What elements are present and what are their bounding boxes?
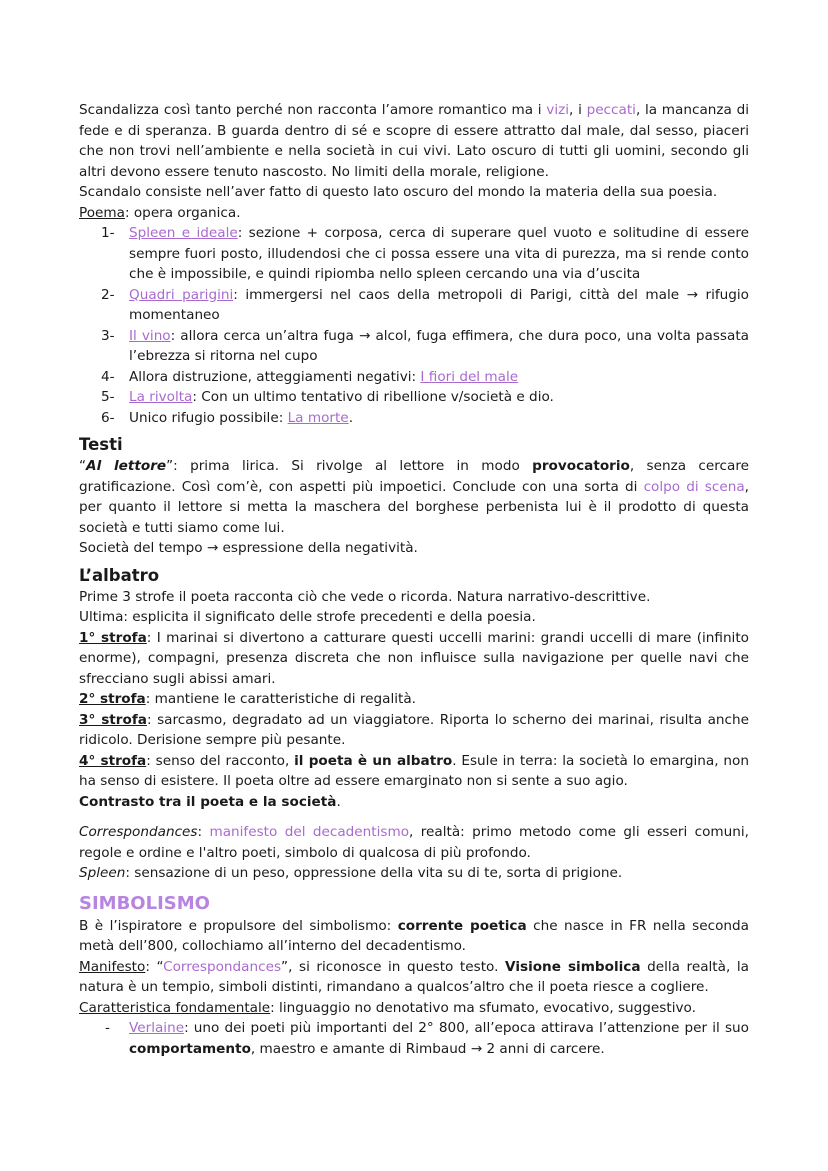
keyword-correspondances: Correspondances [163, 958, 282, 975]
list-item: 3- Il vino: allora cerca un’altra fuga → alcol, fuga effimera, che dura poco, una volta passata l’ebrezza si ritorna nel cupo [101, 327, 749, 364]
section-link[interactable]: Spleen e ideale [129, 225, 238, 241]
simbolismo-p1: B è l’ispiratore e propulsore del simbolismo: corrente poetica che nasce in FR nella seconda metà dell’800, collochiamo all’interno del decadentismo. [79, 917, 749, 954]
testi-heading: Testi [79, 435, 123, 454]
strofa-4: 4° strofa: senso del racconto, il poeta è un albatro. Esule in terra: la società lo emargina, non ha senso di esistere. Il poeta oltre ad essere emarginato non si sente a suo agio. [79, 752, 749, 789]
keyword-vizi: vizi [546, 102, 570, 118]
keyword-colpo-di-scena: colpo di scena [643, 478, 745, 495]
caratteristica-paragraph: Caratteristica fondamentale: linguaggio no denotativo ma sfumato, evocativo, suggestivo. [79, 999, 696, 1016]
keyword-peccati: peccati [586, 102, 636, 118]
al-lettore-title: Al lettore [86, 458, 167, 474]
list-item: 5- La rivolta: Con un ultimo tentativo di ribellione v/società e dio. [101, 389, 554, 405]
al-lettore-paragraph: “Al lettore”: prima lirica. Si rivolge al lettore in modo provocatorio, senza cercare gratificazione. Così com’è, con aspetti più impoetici. Conclude con una sorta di colpo di scena, per quanto il lettore si metta la maschera del borghese perbenista lui è il prodotto di questa società e tutti siamo come lui. [79, 458, 749, 536]
simbolismo-heading: SIMBOLISMO [79, 892, 210, 914]
contrasto-line: Contrasto tra il poeta e la società. [79, 793, 341, 810]
albatro-heading: L’albatro [79, 565, 160, 585]
strofa-2: 2° strofa: mantiene le caratteristiche di regalità. [79, 691, 416, 707]
section-link[interactable]: La morte [287, 409, 349, 426]
scandalo-paragraph: Scandalo consiste nell’aver fatto di questo lato oscuro del mondo la materia della sua poesia. [79, 184, 718, 200]
list-item: 2- Quadri parigini: immergersi nel caos della metropoli di Parigi, città del male → rifugio momentaneo [101, 286, 749, 323]
intro-paragraph: Scandalizza così tanto perché non racconta l’amore romantico ma i vizi, i peccati, la mancanza di fede e di speranza. B guarda dentro di sé e scopre di essere attratto dal male, dal sesso, piaceri che non trovi nell’ambiente e nella società in cui vivi. Lato oscuro di tutti gli uomini, secondo gli altri devono essere tenuto nascosto. No limiti della morale, religione. [79, 102, 749, 180]
section-link[interactable]: La rivolta [129, 389, 193, 405]
list-item: 1- Spleen e ideale: sezione + corposa, cerca di superare quel vuoto e solitudine di essere sempre fuori posto, illudendosi che ci possa essere una vita di purezza, ma si rende conto che è impossibile, e quindi ripiomba nello spleen cercando una via d’uscita [101, 225, 749, 282]
strofa-3: 3° strofa: sarcasmo, degradato ad un viaggiatore. Riporta lo scherno dei marinai, risulta anche ridicolo. Derisione sempre più pesante. [79, 711, 749, 748]
list-item: 6- Unico rifugio possibile: La morte. [101, 409, 354, 426]
list-item-verlaine: - Verlaine: uno dei poeti più importanti del 2° 800, all’epoca attirava l’attenzione per il suo comportamento, maestro e amante di Rimbaud → 2 anni di carcere. [105, 1020, 749, 1057]
albatro-p2: Ultima: esplicita il significato delle strofe precedenti e della poesia. [79, 609, 536, 625]
poema-label: Poema [79, 204, 125, 221]
strofa-1: 1° strofa: I marinai si divertono a catturare questi uccelli marini: grandi uccelli di mare (infinito enorme), compagni, presenza discreta che non influisce sulla navigazione per quelle navi che sfrecciano sugli abissi amari. [79, 629, 749, 687]
document-page [79, 100, 749, 1059]
list-item: 4- Allora distruzione, atteggiamenti negativi: I fiori del male [101, 368, 519, 385]
societa-line: Società del tempo → espressione della negatività. [79, 540, 418, 556]
poema-line: Poema: opera organica. [79, 204, 241, 221]
albatro-p1: Prime 3 strofe il poeta racconta ciò che vede o ricorda. Natura narrativo-descrittive. [79, 588, 651, 605]
section-link[interactable]: I fiori del male [420, 368, 519, 385]
keyword-manifesto: manifesto del decadentismo [209, 824, 410, 840]
section-link[interactable]: Quadri parigini [129, 286, 234, 303]
spleen-paragraph: Spleen: sensazione di un peso, oppressione della vita su di te, sorta di prigione. [79, 865, 623, 881]
section-link[interactable]: Il vino [129, 327, 171, 344]
correspondances-paragraph: Correspondances: manifesto del decadentismo, realtà: primo metodo come gli esseri comuni, regole e ordine e l'altro poeti, simbolo di qualcosa di più profondo. [79, 824, 749, 861]
manifesto-paragraph: Manifesto: “Correspondances”, si riconosce in questo testo. Visione simbolica della realtà, la natura è un tempio, simboli distinti, rimandano a qualcos’altro che il poeta riesce a cogliere. [79, 958, 749, 995]
poema-sections-list [79, 223, 749, 428]
verlaine-link[interactable]: Verlaine [129, 1020, 185, 1036]
